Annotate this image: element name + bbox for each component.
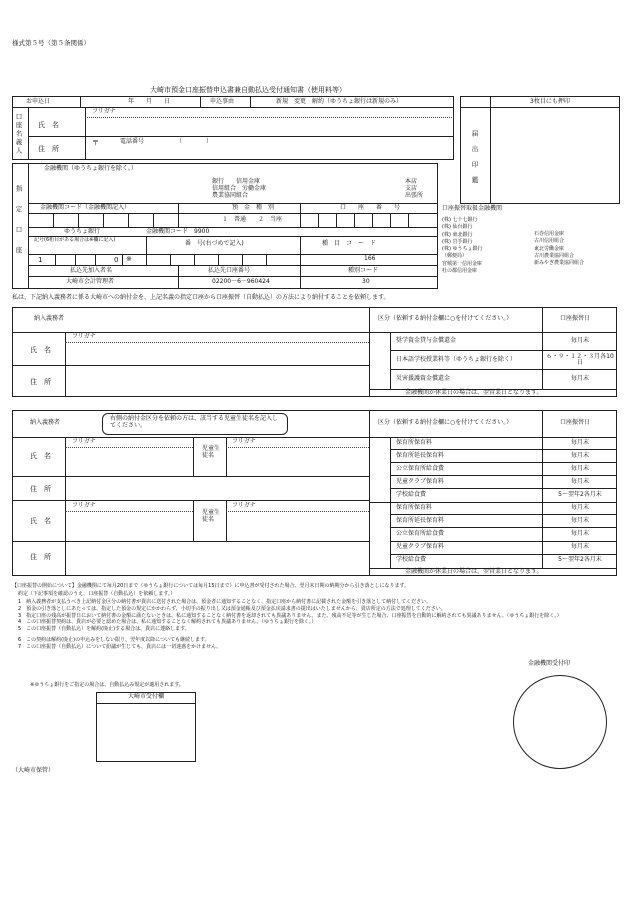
- s2-instruction: 右側の納付金区分を依頼の方は、該当する児童生徒名を記入してください。: [110, 415, 279, 429]
- bank-item: (株) 東北銀行: [442, 231, 473, 238]
- footer: （大崎市保管）: [12, 767, 55, 774]
- category-name: 保育所延長保育料: [396, 451, 445, 459]
- category-row[interactable]: [390, 542, 617, 555]
- deposit-type-label: 預 金 種 別: [232, 204, 275, 211]
- note-item-5: 5 この口座振替（自動払込）を解約(廃止)する場合は、貴店に連絡します。: [18, 626, 190, 632]
- category-name: 保育所保育料: [396, 503, 433, 511]
- bank-item: 東北労働金庫: [534, 245, 565, 252]
- category-date: 5～翌年2各月末: [558, 490, 602, 498]
- yucho-note: ※ゆうちょ銀行をご指定の場合は、自動払込み規定が適用されます。: [30, 682, 184, 688]
- s2a-name-label: 氏 名: [30, 452, 51, 460]
- account-number-label: 口 座 番 号: [340, 204, 401, 211]
- note-item-2: 2 預金の引き落としにあたっては、指定した預金の規定にかかわらず、小切手の振り出し又は預金通帳及び預金払戻請求書の提出はいたしませんから、貴店所定の方法で処理してください。: [18, 605, 446, 612]
- category-date: 毎月末: [570, 477, 589, 485]
- s2-payer-label: 納入義務者: [30, 419, 61, 426]
- bank-list-left: [442, 218, 483, 276]
- seal-box: [460, 96, 620, 204]
- category-code-label: 種別コード: [348, 267, 379, 274]
- notes-list: [18, 600, 618, 651]
- yucho-code: 金融機関コード 9900: [146, 228, 210, 235]
- phone-label: 電話番号: [120, 138, 145, 145]
- bank-item: (株) 岩手銀行: [442, 238, 473, 245]
- category-name: 保育所延長保育料: [396, 516, 445, 524]
- s2a-child-furigana: フリガナ: [232, 438, 256, 445]
- category-date: 5～翌年2各月末: [558, 556, 602, 564]
- category-date: 毎月末: [570, 464, 589, 472]
- branch-types-2: 支店: [405, 185, 418, 192]
- s2a-furigana: フリガナ: [72, 438, 96, 445]
- postal-mark: 〒: [92, 139, 99, 147]
- s2a-child-label: 児童生徒名: [202, 445, 221, 459]
- branch-types-3: 出張所: [405, 192, 424, 199]
- payee-label: 払込先加入者名: [70, 267, 113, 274]
- note-item-6: 6 この契約は解約(廃止)の申込みをしない限り、翌年度以降についても継続します。: [18, 636, 210, 643]
- form-title: 大崎市預金口座振替申込書兼自動払込受付通知書（使用料等）: [150, 86, 346, 94]
- s2-items-b: [390, 502, 617, 568]
- category-name: 日本語学校授業料等（ゆうちょ銀行を除く）: [396, 355, 517, 363]
- category-name: 災害援護資金償還金: [396, 374, 451, 382]
- bank-item: (株) 七十七銀行: [442, 217, 478, 223]
- category-name: 学校給食費: [396, 490, 427, 498]
- s2-date-header: 口座振替日: [560, 419, 591, 426]
- category-date: 毎月末: [570, 438, 589, 446]
- category-row[interactable]: [390, 351, 617, 370]
- bank-item: 古川農業協同組合: [534, 252, 575, 259]
- category-name: 児童クラブ保育料: [396, 543, 445, 551]
- bank-types-3: 農業協同組合: [212, 192, 249, 199]
- s2-category-header: 区分（依頼する納付金欄に○を付けてください。）: [378, 419, 513, 426]
- category-name: 公立保育所給食費: [396, 464, 445, 472]
- note-item-7: 7 この口座振替（自動払込）について紛議が生じても、貴店には一切迷惑をかけません。: [18, 643, 222, 650]
- s1-items: [390, 332, 617, 389]
- category-date: 毎月末: [570, 336, 589, 344]
- category-name: 学校給食費: [396, 556, 427, 564]
- reason-options[interactable]: 新規 変更 解約（ゆうちょ銀行は新規のみ）: [276, 98, 403, 105]
- bank-item: 古川信用組合: [534, 238, 565, 245]
- category-date: 毎月末: [570, 543, 589, 551]
- reason-label: 申込事由: [210, 98, 235, 105]
- symbol-label: 記号(6桁目がある場合は※欄に記入): [34, 237, 116, 243]
- bank-item: (株) ゆうちょ銀行: [442, 246, 483, 252]
- bank-stamp-circle: [513, 675, 607, 769]
- seal-label: 届出印鑑: [470, 130, 479, 192]
- category-name: 公立保育所給食費: [396, 529, 445, 537]
- s1-furigana: フリガナ: [72, 333, 96, 340]
- type-code-label: 種 目 コ ー ド: [322, 240, 377, 247]
- payee-account-value: 02200－6－960424: [212, 278, 270, 285]
- s2b-name-label: 氏 名: [30, 517, 51, 525]
- s2b-address-label: 住 所: [30, 553, 51, 561]
- bank-types-2: 信用組合 労働金庫: [212, 185, 267, 192]
- note-item-3: 3 指定口座の残高が振替日において納付書の金額に満たないときは、私に通知することなく納付書を返却されても異議ありません。また、残高不足等が生じた場合、口座振替を自動的に解約されても異議ありません。（ゆうちょ銀行を除く。）: [18, 612, 562, 619]
- s2a-address-label: 住 所: [30, 485, 51, 493]
- note-item-1: 1 納入義務者が支払うべき上記納付金区分の納付書が貴店に送付された場合は、預金者に通知することなく、指定口座から納付書に記載された金額を引き落として納付してください。: [18, 599, 432, 605]
- category-row[interactable]: [390, 437, 617, 450]
- request-text: 私は、下記納入義務者に係る大崎市への納付金を、上記名義の指定口座から口座振替（自動払込）の方法により納付することを依頼します。: [12, 294, 390, 301]
- category-code-value: 30: [362, 278, 370, 285]
- bank-code-label: 金融機関コード（金融機関記入）: [40, 204, 131, 211]
- bank-note: 金融機関（ゆうちょ銀行を除く。）: [44, 165, 137, 172]
- s2-holiday-note: 金融機関が休業日の場合は、翌営業日となります。: [405, 568, 543, 575]
- bank-types-1: 銀行 信用金庫: [212, 178, 261, 185]
- account-side-label: 指定口座: [14, 185, 23, 267]
- bank-item: 石巻信用金庫: [534, 231, 565, 237]
- reception-label: 大崎市受付欄: [127, 693, 164, 700]
- holder-address-label: 住 所: [38, 145, 59, 153]
- category-row[interactable]: [390, 489, 617, 502]
- category-row[interactable]: [390, 370, 617, 389]
- account-holder-side-label: 口座名義人: [14, 113, 23, 156]
- branch-types-1: 本店: [405, 178, 418, 185]
- s2b-child-label: 児童生徒名: [202, 509, 221, 523]
- date-fields[interactable]: 年 月 日: [128, 98, 171, 105]
- bank-item: 杜の都信用金庫: [442, 267, 478, 274]
- seal-header: 3枚目にも押印: [530, 98, 570, 105]
- type-code-value: 166: [364, 255, 376, 262]
- holder-name-label: 氏 名: [38, 121, 59, 129]
- s2b-child-furigana: フリガナ: [232, 502, 256, 509]
- category-name: 奨学資金貸与金償還金: [396, 336, 457, 344]
- phone-field[interactable]: （ ）: [176, 138, 213, 145]
- s1-address-label: 住 所: [30, 378, 51, 386]
- form-number: 様式第５号（第５条関係）: [12, 39, 90, 47]
- bank-item: 新みやぎ農業協同組合: [534, 260, 585, 266]
- s1-date-header: 口座振替日: [560, 315, 591, 322]
- category-name: 保育所保育料: [396, 438, 433, 446]
- bank-list-title: 口座振替取扱金融機関: [442, 205, 503, 212]
- category-name: 児童クラブ保育料: [396, 477, 445, 485]
- symbol-mark: ※: [126, 255, 132, 263]
- s1-holiday-note: 金融機関が休業日の場合は、翌営業日となります。: [405, 389, 543, 396]
- notes-start: 【口座振替の開始について】金融機関にて毎月20日まで（ゆうちょ銀行については毎月15日まで）に申込書が受付された場合、翌月末日期の納期分から引き落としになります。: [12, 583, 410, 589]
- category-row[interactable]: [390, 476, 617, 489]
- bank-stamp-label: 金融機関受付印: [528, 660, 571, 667]
- category-row[interactable]: [390, 332, 617, 351]
- notes-agree: 約定（下記事項を確認のうえ、口座振替（自動払込）を依頼します。）: [18, 591, 176, 597]
- category-row[interactable]: [390, 515, 617, 528]
- bank-item: 宮城第一信用金庫: [442, 260, 483, 267]
- category-date: ６・９・１２・３月各10日: [546, 352, 614, 367]
- category-date: 毎月末: [570, 374, 589, 382]
- symbol-first: 1: [38, 256, 43, 264]
- category-date: 毎月末: [570, 503, 589, 511]
- category-row[interactable]: [390, 450, 617, 463]
- number-label: 番 号(右づめで記入): [185, 240, 244, 247]
- category-row[interactable]: [390, 555, 617, 568]
- category-row[interactable]: [390, 528, 617, 541]
- holder-furigana-label: フリガナ: [92, 108, 116, 115]
- bank-list-right: [534, 232, 584, 268]
- category-row[interactable]: [390, 463, 617, 476]
- note-item-4: 4 この口座振替契約は、貴店が必要と認めた場合は、私に通知することなく解約されても異議ありません。（ゆうちょ銀行を除く。）: [18, 619, 317, 626]
- symbol-zero: 0: [114, 256, 119, 264]
- category-date: 毎月末: [570, 529, 589, 537]
- payee-account-label: 払込先口座番号: [208, 267, 251, 274]
- s1-payer-label: 納入義務者: [34, 315, 65, 322]
- yucho-label: ゆうちょ銀行: [64, 228, 101, 235]
- s2-items-a: [390, 437, 617, 502]
- deposit-type-options[interactable]: １ 普通 ２ 当座: [222, 216, 283, 223]
- bank-item: (株) 仙台銀行: [442, 224, 473, 231]
- bank-item: （郵便局）: [442, 253, 468, 260]
- date-label: お申込日: [26, 98, 51, 105]
- category-date: 毎月末: [570, 516, 589, 524]
- category-date: 毎月末: [570, 451, 589, 459]
- payee-value: 大崎市会計管理者: [66, 278, 115, 285]
- s2b-furigana: フリガナ: [72, 502, 96, 509]
- s1-name-label: 氏 名: [30, 346, 51, 354]
- s1-category-header: 区分（依頼する納付金欄に○を付けてください。）: [378, 315, 513, 322]
- category-row[interactable]: [390, 502, 617, 515]
